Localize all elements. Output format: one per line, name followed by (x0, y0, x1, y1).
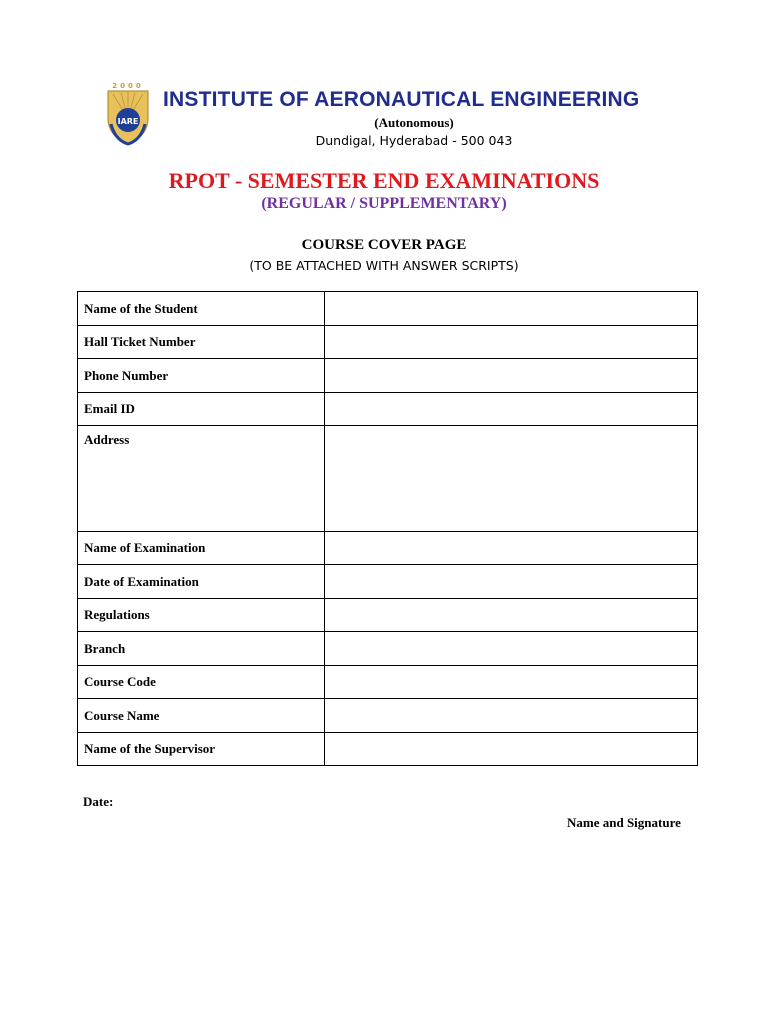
field-value-hall-ticket-number[interactable] (325, 326, 698, 359)
field-label: Branch (78, 632, 325, 666)
field-label: Hall Ticket Number (78, 326, 325, 359)
field-label: Course Code (78, 666, 325, 699)
form-row (78, 426, 698, 532)
field-value-course-code[interactable] (325, 666, 698, 699)
exam-title: RPOT - SEMESTER END EXAMINATIONS (168, 168, 600, 193)
field-label: Course Name (78, 699, 325, 733)
field-value-phone-number[interactable] (325, 359, 698, 393)
field-value-branch[interactable] (325, 632, 698, 666)
form-row (78, 666, 698, 699)
field-label: Name of the Student (78, 292, 325, 326)
field-value-address[interactable] (325, 426, 698, 532)
institute-name: INSTITUTE OF AERONAUTICAL ENGINEERING (163, 88, 640, 111)
autonomous-label: (Autonomous) (374, 115, 454, 130)
field-value-email-id[interactable] (325, 393, 698, 426)
field-value-name-of-student[interactable] (325, 292, 698, 326)
logo-center-text: IARE (117, 117, 139, 126)
form-row (78, 699, 698, 733)
field-label: Regulations (78, 599, 325, 632)
institute-address: Dundigal, Hyderabad - 500 043 (315, 133, 513, 148)
field-label: Name of Examination (78, 532, 325, 565)
form-row (78, 599, 698, 632)
date-label: Date: (83, 794, 114, 809)
form-row (78, 632, 698, 666)
field-value-course-name[interactable] (325, 699, 698, 733)
student-details-form (77, 291, 698, 766)
field-label: Address (78, 426, 325, 532)
field-label: Email ID (78, 393, 325, 426)
form-row (78, 326, 698, 359)
signature-label: Name and Signature (567, 815, 681, 830)
form-row (78, 292, 698, 326)
form-row (78, 532, 698, 565)
form-row (78, 393, 698, 426)
field-value-name-of-examination[interactable] (325, 532, 698, 565)
form-row (78, 733, 698, 766)
field-label: Name of the Supervisor (78, 733, 325, 766)
form-row (78, 359, 698, 393)
field-value-name-of-supervisor[interactable] (325, 733, 698, 766)
field-value-regulations[interactable] (325, 599, 698, 632)
field-label: Phone Number (78, 359, 325, 393)
field-label: Date of Examination (78, 565, 325, 599)
logo-year-text: 2000 (112, 82, 144, 90)
field-value-date-of-examination[interactable] (325, 565, 698, 599)
cover-page-title: COURSE COVER PAGE (301, 237, 467, 253)
exam-type: (REGULAR / SUPPLEMENTARY) (261, 195, 507, 212)
cover-page-subtitle: (TO BE ATTACHED WITH ANSWER SCRIPTS) (249, 258, 519, 273)
form-row (78, 565, 698, 599)
